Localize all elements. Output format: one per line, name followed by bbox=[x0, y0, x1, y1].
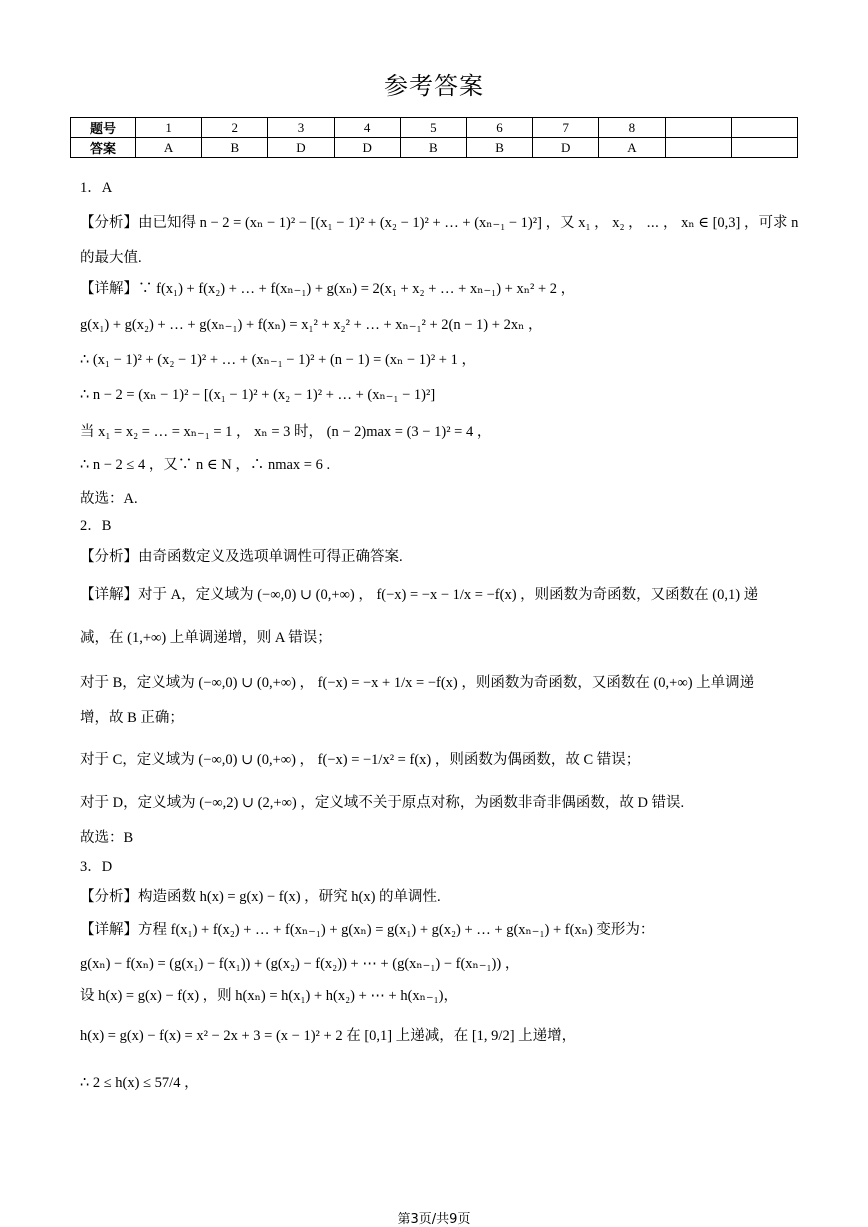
answer-cell bbox=[665, 138, 731, 158]
detail-line: ∴ (x₁ − 1)² + (x₂ − 1)² + … + (xₙ₋₁ − 1)² + (n − 1) = (xₙ − 1)² + 1 ， bbox=[80, 352, 476, 368]
answer-cell: B bbox=[400, 138, 466, 158]
detail-line: 【详解】∵ f(x₁) + f(x₂) + … + f(xₙ₋₁) + g(xₙ) = 2(x₁ + x₂ + … + xₙ₋₁) + xₙ² + 2 ， bbox=[80, 281, 576, 297]
answer-cell: D bbox=[268, 138, 334, 158]
row-header-answer: 答案 bbox=[71, 138, 136, 158]
answer-table bbox=[70, 117, 798, 158]
detail-line: 【详解】对于 A，定义域为 (−∞,0) ∪ (0,+∞) ， f(−x) = −x − 1/x = −f(x) ，则函数为奇函数，又函数在 (0,1) 递 bbox=[80, 587, 759, 603]
detail-line: 减，在 (1,+∞) 上单调递增，则 A 错误； bbox=[80, 630, 332, 646]
detail-line: ∴ 2 ≤ h(x) ≤ 57/4 ， bbox=[80, 1075, 199, 1091]
question-number-cell bbox=[665, 118, 731, 138]
question-number-cell: 5 bbox=[400, 118, 466, 138]
detail-line: ∴ n − 2 = (xₙ − 1)² − [(x₁ − 1)² + (x₂ − 1)² + … + (xₙ₋₁ − 1)²] bbox=[80, 387, 436, 403]
answer-table-number-row bbox=[71, 118, 798, 138]
answer-cell: A bbox=[136, 138, 202, 158]
answer-cell: A bbox=[599, 138, 665, 158]
detail-line: 增，故 B 正确； bbox=[80, 710, 184, 726]
detail-line: 当 x₁ = x₂ = … = xₙ₋₁ = 1 ， xₙ = 3 时， (n − 2)max = (3 − 1)² = 4 ， bbox=[80, 424, 492, 440]
question-number-cell: 8 bbox=[599, 118, 665, 138]
solution-heading-3: 3．D bbox=[80, 859, 113, 875]
question-number-cell: 4 bbox=[334, 118, 400, 138]
detail-line: 设 h(x) = g(x) − f(x) ，则 h(xₙ) = h(x₁) + h(x₂) + ⋯ + h(xₙ₋₁)， bbox=[80, 988, 458, 1004]
detail-line: 对于 C，定义域为 (−∞,0) ∪ (0,+∞) ， f(−x) = −1/x² = f(x) ，则函数为偶函数，故 C 错误； bbox=[80, 752, 641, 768]
solution-heading-2: 2．B bbox=[80, 518, 112, 534]
question-number-cell: 1 bbox=[136, 118, 202, 138]
question-number-cell bbox=[731, 118, 797, 138]
analysis-line: 的最大值. bbox=[80, 250, 142, 266]
answer-cell: B bbox=[202, 138, 268, 158]
answer-table-answer-row bbox=[71, 138, 798, 158]
page-footer: 第3页/共9页 bbox=[397, 1212, 471, 1227]
answer-cell: B bbox=[466, 138, 532, 158]
page-title: 参考答案 bbox=[384, 72, 484, 100]
analysis-line: 【分析】由奇函数定义及选项单调性可得正确答案. bbox=[80, 549, 403, 565]
detail-line: 对于 D，定义域为 (−∞,2) ∪ (2,+∞) ，定义域不关于原点对称，为函数非奇非偶函数，故 D 错误. bbox=[80, 795, 685, 811]
question-number-cell: 6 bbox=[466, 118, 532, 138]
choice-line: 故选：B bbox=[80, 830, 134, 846]
question-number-cell: 7 bbox=[533, 118, 599, 138]
analysis-line: 【分析】构造函数 h(x) = g(x) − f(x) ，研究 h(x) 的单调性. bbox=[80, 889, 441, 905]
solution-heading-1: 1．A bbox=[80, 180, 113, 196]
choice-line: 故选：A. bbox=[80, 491, 138, 507]
row-header-number: 题号 bbox=[71, 118, 136, 138]
detail-line: 对于 B，定义域为 (−∞,0) ∪ (0,+∞) ， f(−x) = −x + 1/x = −f(x) ，则函数为奇函数，又函数在 (0,+∞) 上单调递 bbox=[80, 675, 755, 691]
answer-cell: D bbox=[533, 138, 599, 158]
answer-cell: D bbox=[334, 138, 400, 158]
detail-line: h(x) = g(x) − f(x) = x² − 2x + 3 = (x − 1)² + 2 在 [0,1] 上递减，在 [1, 9/2] 上递增， bbox=[80, 1028, 577, 1044]
detail-line: 【详解】方程 f(x₁) + f(x₂) + … + f(xₙ₋₁) + g(xₙ) = g(x₁) + g(x₂) + … + g(xₙ₋₁) + f(xₙ) 变形为： bbox=[80, 922, 655, 938]
detail-line: g(x₁) + g(x₂) + … + g(xₙ₋₁) + f(xₙ) = x₁² + x₂² + … + xₙ₋₁² + 2(n − 1) + 2xₙ ， bbox=[80, 317, 543, 333]
analysis-line: 【分析】由已知得 n − 2 = (xₙ − 1)² − [(x₁ − 1)² + (x₂ − 1)² + … + (xₙ₋₁ − 1)²] ，又 x₁ ， x₂ ， ⋯ ， xₙ ∈ [0,3] ，可求 n bbox=[80, 215, 799, 231]
detail-line: g(xₙ) − f(xₙ) = (g(x₁) − f(x₁)) + (g(x₂) − f(x₂)) + ⋯ + (g(xₙ₋₁) − f(xₙ₋₁)) ， bbox=[80, 956, 520, 972]
answer-cell bbox=[731, 138, 797, 158]
detail-line: ∴ n − 2 ≤ 4 ，又∵ n ∈ N ，∴ nmax = 6 . bbox=[80, 457, 331, 473]
question-number-cell: 2 bbox=[202, 118, 268, 138]
question-number-cell: 3 bbox=[268, 118, 334, 138]
